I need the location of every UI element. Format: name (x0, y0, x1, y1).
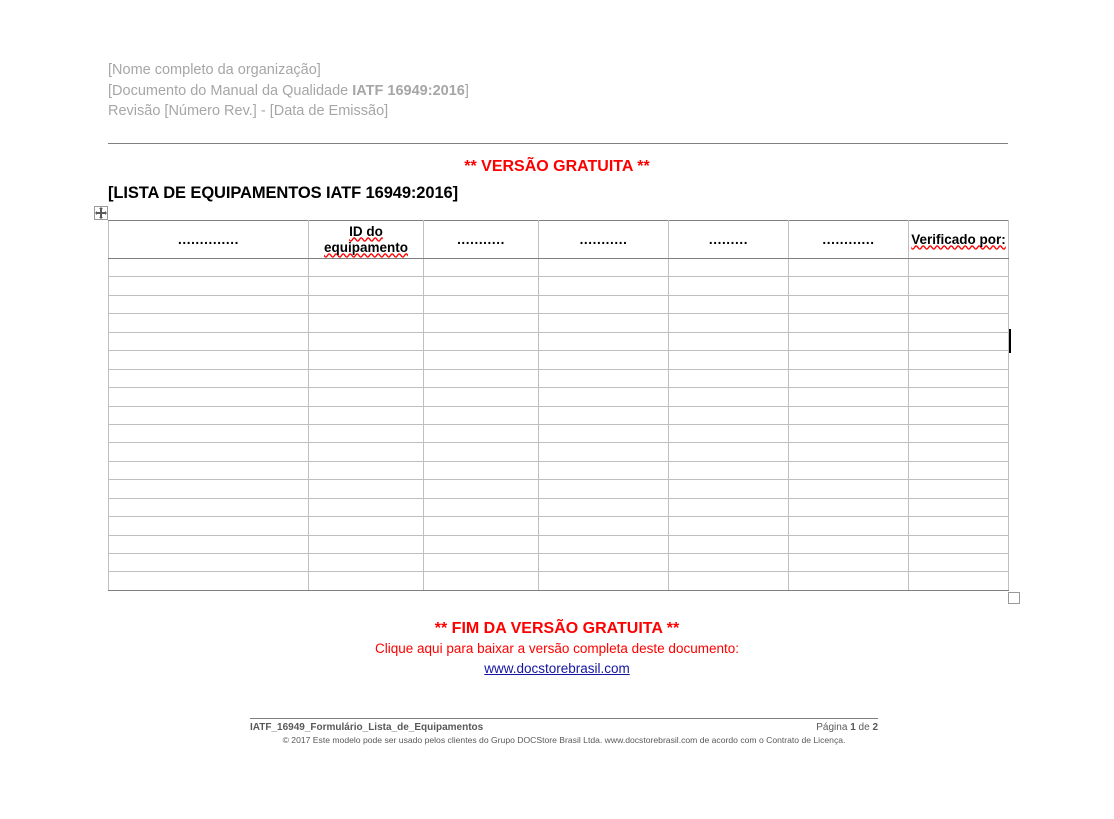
table-cell[interactable] (109, 351, 309, 369)
table-row[interactable] (109, 535, 1009, 553)
table-cell[interactable] (109, 369, 309, 387)
table-cell[interactable] (789, 535, 909, 553)
column-header-2[interactable] (309, 221, 424, 259)
table-cell[interactable] (909, 461, 1009, 479)
promo-block (0, 618, 1114, 679)
table-cell[interactable] (539, 517, 669, 535)
table-cell[interactable] (424, 443, 539, 461)
column-header-4[interactable] (539, 221, 669, 259)
table-cell[interactable] (109, 424, 309, 442)
table-header-row (109, 221, 1009, 259)
footer-document-id: IATF_16949_Formulário_Lista_de_Equipamentos (250, 722, 484, 733)
header-manual-suffix: ] (464, 82, 469, 99)
table-cell[interactable] (109, 554, 309, 572)
table-cell[interactable] (909, 535, 1009, 553)
table-row[interactable] (109, 277, 1009, 295)
table-cell[interactable] (424, 351, 539, 369)
table-cell[interactable] (309, 369, 424, 387)
table-cell[interactable] (309, 461, 424, 479)
table-cell[interactable] (909, 332, 1009, 350)
table-cell[interactable] (789, 277, 909, 295)
table-cell[interactable] (789, 369, 909, 387)
table-cell[interactable] (909, 517, 1009, 535)
table-row[interactable] (109, 572, 1009, 590)
table-cell[interactable] (669, 572, 789, 590)
table-cell[interactable] (669, 388, 789, 406)
table-cell[interactable] (309, 388, 424, 406)
table-cell[interactable] (789, 259, 909, 277)
table-cell[interactable] (109, 388, 309, 406)
table-cell[interactable] (424, 332, 539, 350)
table-cell[interactable] (669, 498, 789, 516)
promo-link-wrapper (0, 659, 1114, 679)
table-row[interactable] (109, 314, 1009, 332)
table-cell[interactable] (424, 572, 539, 590)
table-cell[interactable] (789, 554, 909, 572)
table-cell[interactable] (539, 295, 669, 313)
table-row[interactable] (109, 461, 1009, 479)
table-cell[interactable] (789, 406, 909, 424)
table-cell[interactable] (669, 259, 789, 277)
document-header (108, 60, 1008, 122)
table-cell[interactable] (669, 406, 789, 424)
column-header-6[interactable] (789, 221, 909, 259)
table-cell[interactable] (789, 424, 909, 442)
column-header-label: ID do equipamento (323, 223, 408, 255)
table-cell[interactable] (424, 498, 539, 516)
download-link[interactable]: www.docstorebrasil.com (484, 661, 630, 676)
promo-heading: ** FIM DA VERSÃO GRATUITA ** (434, 620, 680, 637)
table-cell[interactable] (789, 351, 909, 369)
column-header-label: ............ (822, 231, 875, 247)
table-cell[interactable] (669, 443, 789, 461)
table-cell[interactable] (909, 572, 1009, 590)
column-header-label: ........... (457, 231, 505, 247)
table-cell[interactable] (539, 424, 669, 442)
table-cell[interactable] (309, 406, 424, 424)
table-cell[interactable] (109, 406, 309, 424)
column-header-3[interactable] (424, 221, 539, 259)
table-cell[interactable] (309, 572, 424, 590)
footer-page-prefix: Página (816, 722, 851, 733)
table-cell[interactable] (109, 259, 309, 277)
table-row[interactable] (109, 554, 1009, 572)
table-cell[interactable] (669, 554, 789, 572)
footer-page-current: 1 (850, 722, 856, 733)
table-cell[interactable] (424, 480, 539, 498)
table-cell[interactable] (309, 424, 424, 442)
table-row[interactable] (109, 480, 1009, 498)
footer-copyright: © 2017 Este modelo pode ser usado pelos clientes do Grupo DOCStore Brasil Ltda. www.docstorebrasil.com de acordo com o Contrato de Licença. (282, 735, 846, 745)
header-organization-name: [Nome completo da organização] (108, 62, 321, 78)
table-row[interactable] (109, 351, 1009, 369)
table-cell[interactable] (424, 517, 539, 535)
table-cell[interactable] (789, 480, 909, 498)
footer-page-total: 2 (872, 722, 878, 733)
header-manual-reference (108, 81, 1008, 102)
table-cell[interactable] (909, 277, 1009, 295)
table-cell[interactable] (109, 517, 309, 535)
table-row[interactable] (109, 424, 1009, 442)
table-cell[interactable] (909, 314, 1009, 332)
table-cell[interactable] (789, 461, 909, 479)
header-manual-prefix: [Documento do Manual da Qualidade (108, 82, 353, 99)
table-cell[interactable] (309, 554, 424, 572)
table-cell[interactable] (539, 277, 669, 295)
footer-page-number (816, 722, 878, 733)
table-cell[interactable] (309, 443, 424, 461)
equipment-list-table[interactable] (108, 220, 1009, 591)
header-revision-line: Revisão [Número Rev.] - [Data de Emissão] (108, 103, 389, 119)
table-row[interactable] (109, 259, 1009, 277)
table-cell[interactable] (909, 388, 1009, 406)
table-cell[interactable] (424, 388, 539, 406)
table-row[interactable] (109, 295, 1009, 313)
table-cell[interactable] (109, 332, 309, 350)
footer-row (250, 719, 878, 733)
table-cell[interactable] (909, 443, 1009, 461)
table-cell[interactable] (424, 461, 539, 479)
free-version-banner: ** VERSÃO GRATUITA ** (464, 158, 650, 175)
table-cell[interactable] (669, 424, 789, 442)
table-cell[interactable] (109, 498, 309, 516)
table-header (109, 221, 1009, 259)
column-header-label: Verificado por: (911, 231, 1006, 247)
table-cell[interactable] (539, 480, 669, 498)
table-row[interactable] (109, 443, 1009, 461)
table-cell[interactable] (789, 498, 909, 516)
table-cell[interactable] (109, 277, 309, 295)
table-cell[interactable] (539, 461, 669, 479)
table-cell[interactable] (789, 443, 909, 461)
page-title: [LISTA DE EQUIPAMENTOS IATF 16949:2016] (108, 184, 459, 202)
table-cell[interactable] (309, 480, 424, 498)
table-cell[interactable] (424, 295, 539, 313)
table-cell[interactable] (309, 517, 424, 535)
promo-subtext: Clique aqui para baixar a versão completa deste documento: (375, 641, 739, 656)
table-cell[interactable] (669, 351, 789, 369)
table-cell[interactable] (109, 480, 309, 498)
table-cell[interactable] (424, 424, 539, 442)
table-cell[interactable] (539, 369, 669, 387)
header-manual-standard: IATF 16949:2016 (352, 82, 465, 99)
table-cell[interactable] (539, 443, 669, 461)
table-cell[interactable] (109, 461, 309, 479)
table-cell[interactable] (789, 388, 909, 406)
table-cell[interactable] (424, 314, 539, 332)
table-cell[interactable] (789, 314, 909, 332)
table-cell[interactable] (909, 295, 1009, 313)
table-cell[interactable] (909, 351, 1009, 369)
table-cell[interactable] (424, 535, 539, 553)
page-footer (250, 718, 878, 745)
table-cell[interactable] (909, 259, 1009, 277)
table-cell[interactable] (909, 554, 1009, 572)
table-cell[interactable] (309, 351, 424, 369)
table-cell[interactable] (309, 498, 424, 516)
table-cell[interactable] (789, 295, 909, 313)
table-row[interactable] (109, 498, 1009, 516)
table-cell[interactable] (669, 480, 789, 498)
table-cell[interactable] (539, 498, 669, 516)
table-cell[interactable] (789, 332, 909, 350)
table-cell[interactable] (909, 406, 1009, 424)
table-cell[interactable] (424, 259, 539, 277)
table-cell[interactable] (109, 535, 309, 553)
table-row[interactable] (109, 517, 1009, 535)
table-cell[interactable] (539, 406, 669, 424)
header-divider-rule (108, 143, 1008, 144)
table-cell[interactable] (309, 295, 424, 313)
table-cell[interactable] (669, 332, 789, 350)
table-cell[interactable] (539, 535, 669, 553)
table-cell[interactable] (539, 314, 669, 332)
table-row[interactable] (109, 369, 1009, 387)
table-cell[interactable] (789, 517, 909, 535)
table-cell[interactable] (424, 369, 539, 387)
table-cell[interactable] (669, 369, 789, 387)
column-header-label: ......... (708, 231, 749, 247)
table-cell[interactable] (109, 572, 309, 590)
table-cell[interactable] (109, 443, 309, 461)
table-cell[interactable] (909, 424, 1009, 442)
table-cell[interactable] (309, 535, 424, 553)
column-header-1[interactable] (109, 221, 309, 259)
table-cell[interactable] (309, 314, 424, 332)
table-cell[interactable] (309, 259, 424, 277)
table-cell[interactable] (424, 554, 539, 572)
text-caret (1009, 329, 1011, 353)
table-row[interactable] (109, 332, 1009, 350)
table-cell[interactable] (309, 332, 424, 350)
table-cell[interactable] (539, 388, 669, 406)
table-cell[interactable] (669, 277, 789, 295)
table-cell[interactable] (539, 554, 669, 572)
table-cell[interactable] (789, 572, 909, 590)
table-cell[interactable] (669, 517, 789, 535)
table-cell[interactable] (669, 535, 789, 553)
table-body[interactable] (109, 259, 1009, 591)
table-row[interactable] (109, 388, 1009, 406)
table-cell[interactable] (539, 332, 669, 350)
table-cell[interactable] (909, 498, 1009, 516)
table-cell[interactable] (109, 314, 309, 332)
table-cell[interactable] (669, 314, 789, 332)
table-cell[interactable] (909, 480, 1009, 498)
column-header-label: .............. (178, 231, 239, 247)
table-cell[interactable] (669, 295, 789, 313)
move-cross-icon[interactable] (94, 206, 108, 220)
footer-page-mid: de (855, 722, 873, 733)
table-cell[interactable] (669, 461, 789, 479)
table-cell[interactable] (309, 277, 424, 295)
table-cell[interactable] (539, 572, 669, 590)
table-row[interactable] (109, 406, 1009, 424)
table-cell[interactable] (539, 259, 669, 277)
column-header-5[interactable] (669, 221, 789, 259)
column-header-label: ........... (579, 231, 628, 247)
resize-square-icon[interactable] (1008, 592, 1020, 604)
table-cell[interactable] (909, 369, 1009, 387)
table-cell[interactable] (539, 351, 669, 369)
table-cell[interactable] (424, 406, 539, 424)
column-header-7[interactable] (909, 221, 1009, 259)
table-cell[interactable] (424, 277, 539, 295)
table-cell[interactable] (109, 295, 309, 313)
